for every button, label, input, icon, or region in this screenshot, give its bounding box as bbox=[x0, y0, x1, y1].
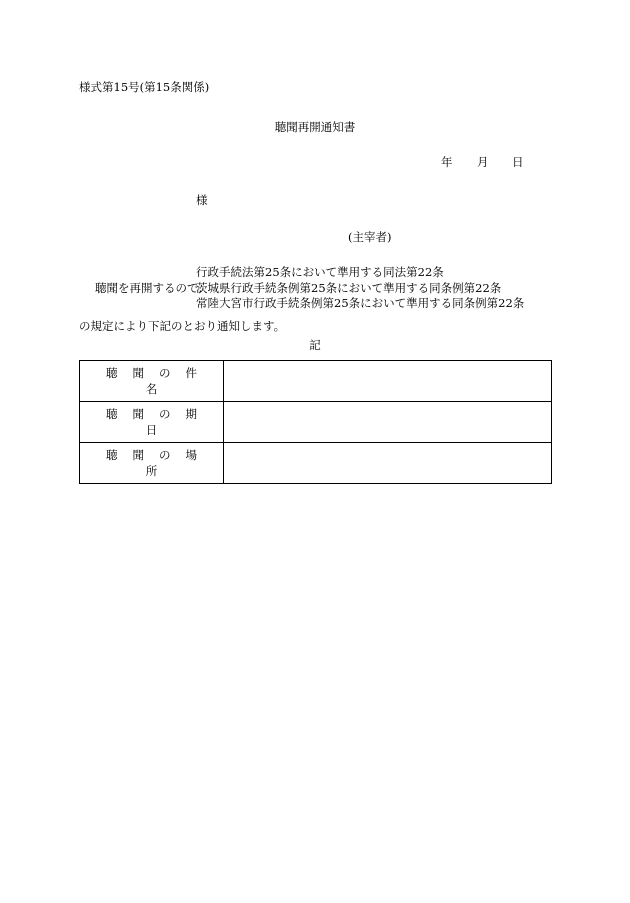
law-option-2: 茨城県行政手続条例第25条において準用する同条例第22条 bbox=[196, 281, 502, 295]
ki-heading: 記 bbox=[309, 338, 321, 352]
body-closing-text: の規定により下記のとおり通知します。 bbox=[79, 319, 286, 333]
addressee-suffix: 様 bbox=[196, 193, 208, 207]
table-row bbox=[80, 361, 552, 402]
hearing-subject-value bbox=[224, 361, 552, 402]
date-month-label: 月 bbox=[477, 155, 489, 169]
form-number: 様式第15号(第15条関係) bbox=[79, 80, 210, 94]
hearing-place-label: 聴聞の場所 bbox=[80, 443, 224, 484]
hearing-subject-label: 聴聞の件名 bbox=[80, 361, 224, 402]
date-year-label: 年 bbox=[441, 155, 453, 169]
hearing-details-table bbox=[79, 360, 552, 484]
body-lead-text: 聴聞を再開するので, bbox=[95, 281, 203, 295]
hearing-place-value bbox=[224, 443, 552, 484]
hearing-date-value bbox=[224, 402, 552, 443]
presider-label: (主宰者) bbox=[348, 230, 392, 244]
law-option-1: 行政手続法第25条において準用する同法第22条 bbox=[196, 265, 444, 279]
table-row bbox=[80, 443, 552, 484]
date-day-label: 日 bbox=[512, 155, 524, 169]
law-option-3: 常陸大宮市行政手続条例第25条において準用する同条例第22条 bbox=[196, 296, 525, 310]
table-row bbox=[80, 402, 552, 443]
hearing-date-label: 聴聞の期日 bbox=[80, 402, 224, 443]
document-title: 聴聞再開通知書 bbox=[274, 120, 356, 134]
